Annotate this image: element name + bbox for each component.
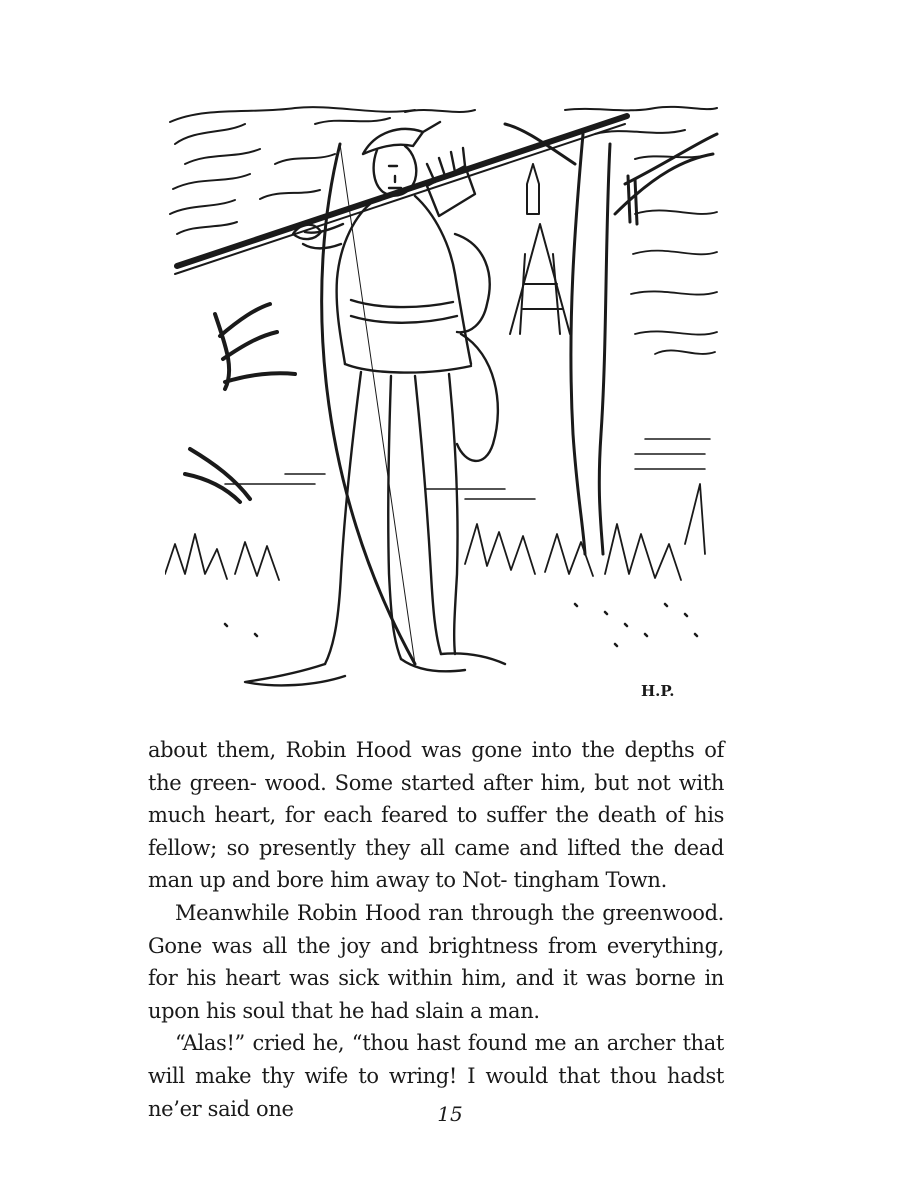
text-line: all came and lifted the dead man up and bore him away to Not- — [148, 835, 725, 893]
illustration-drawing — [165, 104, 720, 696]
body-text — [148, 734, 724, 1125]
text-line: Meanwhile Robin Hood ran through the greenwood. Gone — [148, 900, 724, 958]
text-line: about them, Robin Hood was gone into the depths of the green- — [148, 738, 724, 795]
robin-hood-figure — [175, 116, 627, 685]
cottage — [510, 164, 570, 334]
text-line: each feared to suffer the death of his fellow; so presently they — [148, 803, 725, 860]
text-line: “Alas!” cried he, “thou hast found me an archer that will — [148, 1031, 724, 1088]
artist-monogram: H.P. — [641, 682, 675, 696]
text-line: had slain a man. — [370, 998, 540, 1023]
antlers — [185, 304, 295, 502]
text-line: was all the joy and brightness from everything, for his heart — [148, 933, 724, 991]
text-line: make thy wife to wring! I would that thou hadst ne’er said one — [148, 1063, 725, 1121]
tree-trunks — [505, 124, 717, 554]
robin-hood-illustration — [165, 104, 720, 696]
text-line: was sick within him, and it was borne in upon his soul that he — [148, 966, 724, 1023]
text-line: tingham Town. — [513, 868, 667, 893]
paragraph-1 — [148, 734, 724, 897]
page-number: 15 — [437, 1102, 463, 1126]
foreground-grass — [165, 484, 705, 580]
right-bushes — [631, 210, 717, 354]
meadow-lines — [225, 439, 710, 499]
ground-flowers — [225, 604, 697, 646]
paragraph-2 — [148, 897, 724, 1027]
text-line: wood. Some started after him, but not with much heart, for — [148, 770, 724, 828]
